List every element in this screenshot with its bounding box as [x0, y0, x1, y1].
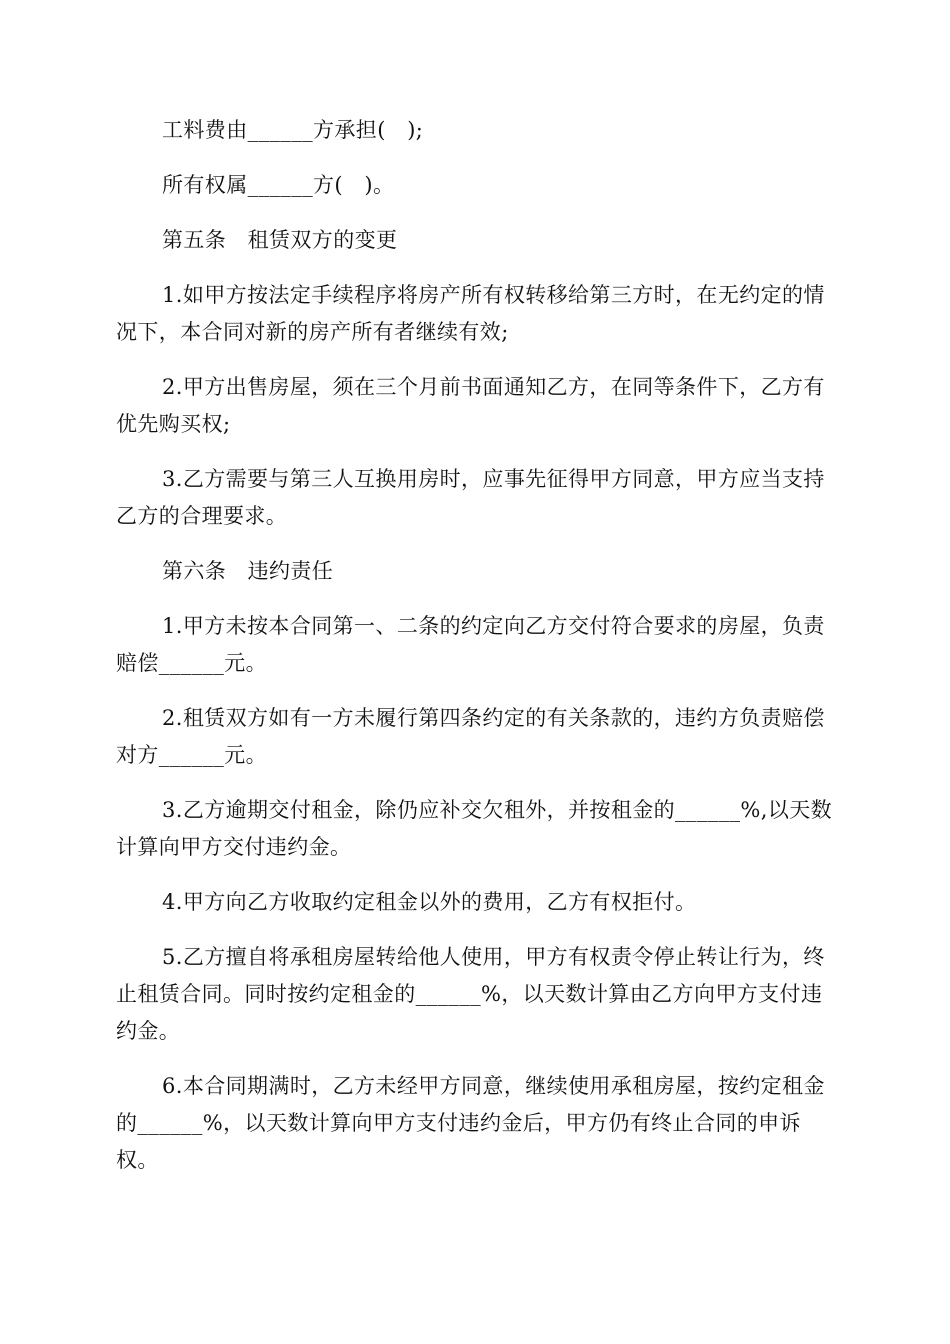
article-5-item-1: 1.如甲方按法定手续程序将房产所有权转移给第三方时，在无约定的情况下，本合同对新的房产所有者继续有效; — [116, 283, 825, 344]
article-6-item-2: 2.租赁双方如有一方未履行第四条约定的有关条款的，违约方负责赔偿对方______元。 — [116, 706, 825, 767]
article-6-item-1: 1.甲方未按本合同第一、二条的约定向乙方交付符合要求的房屋，负责赔偿______元。 — [116, 614, 825, 675]
document-body — [116, 112, 836, 1197]
clause-ownership: 所有权属______方( )。 — [162, 173, 395, 197]
clause-labor-cost: 工料费由______方承担( ); — [162, 118, 424, 142]
article-5-item-3: 3.乙方需要与第三人互换用房时，应事先征得甲方同意，甲方应当支持乙方的合理要求。 — [116, 467, 825, 528]
article-6-item-3: 3.乙方逾期交付租金，除仍应补交欠租外，并按租金的______%,以天数计算向甲方交付违约金。 — [116, 798, 833, 859]
article-5-item-2: 2.甲方出售房屋，须在三个月前书面通知乙方，在同等条件下，乙方有优先购买权; — [116, 375, 825, 436]
article-6-item-6: 6.本合同期满时，乙方未经甲方同意，继续使用承租房屋，按约定租金的______%，以天数计算向甲方支付违约金后，甲方仍有终止合同的申诉权。 — [116, 1074, 825, 1172]
article-6-heading: 第六条 违约责任 — [162, 559, 334, 583]
article-6-item-4: 4.甲方向乙方收取约定租金以外的费用，乙方有权拒付。 — [162, 890, 697, 914]
article-6-item-5: 5.乙方擅自将承租房屋转给他人使用，甲方有权责令停止转让行为，终止租赁合同。同时按约定租金的______%，以天数计算由乙方向甲方支付违约金。 — [116, 945, 825, 1043]
article-5-heading: 第五条 租赁双方的变更 — [162, 228, 398, 252]
